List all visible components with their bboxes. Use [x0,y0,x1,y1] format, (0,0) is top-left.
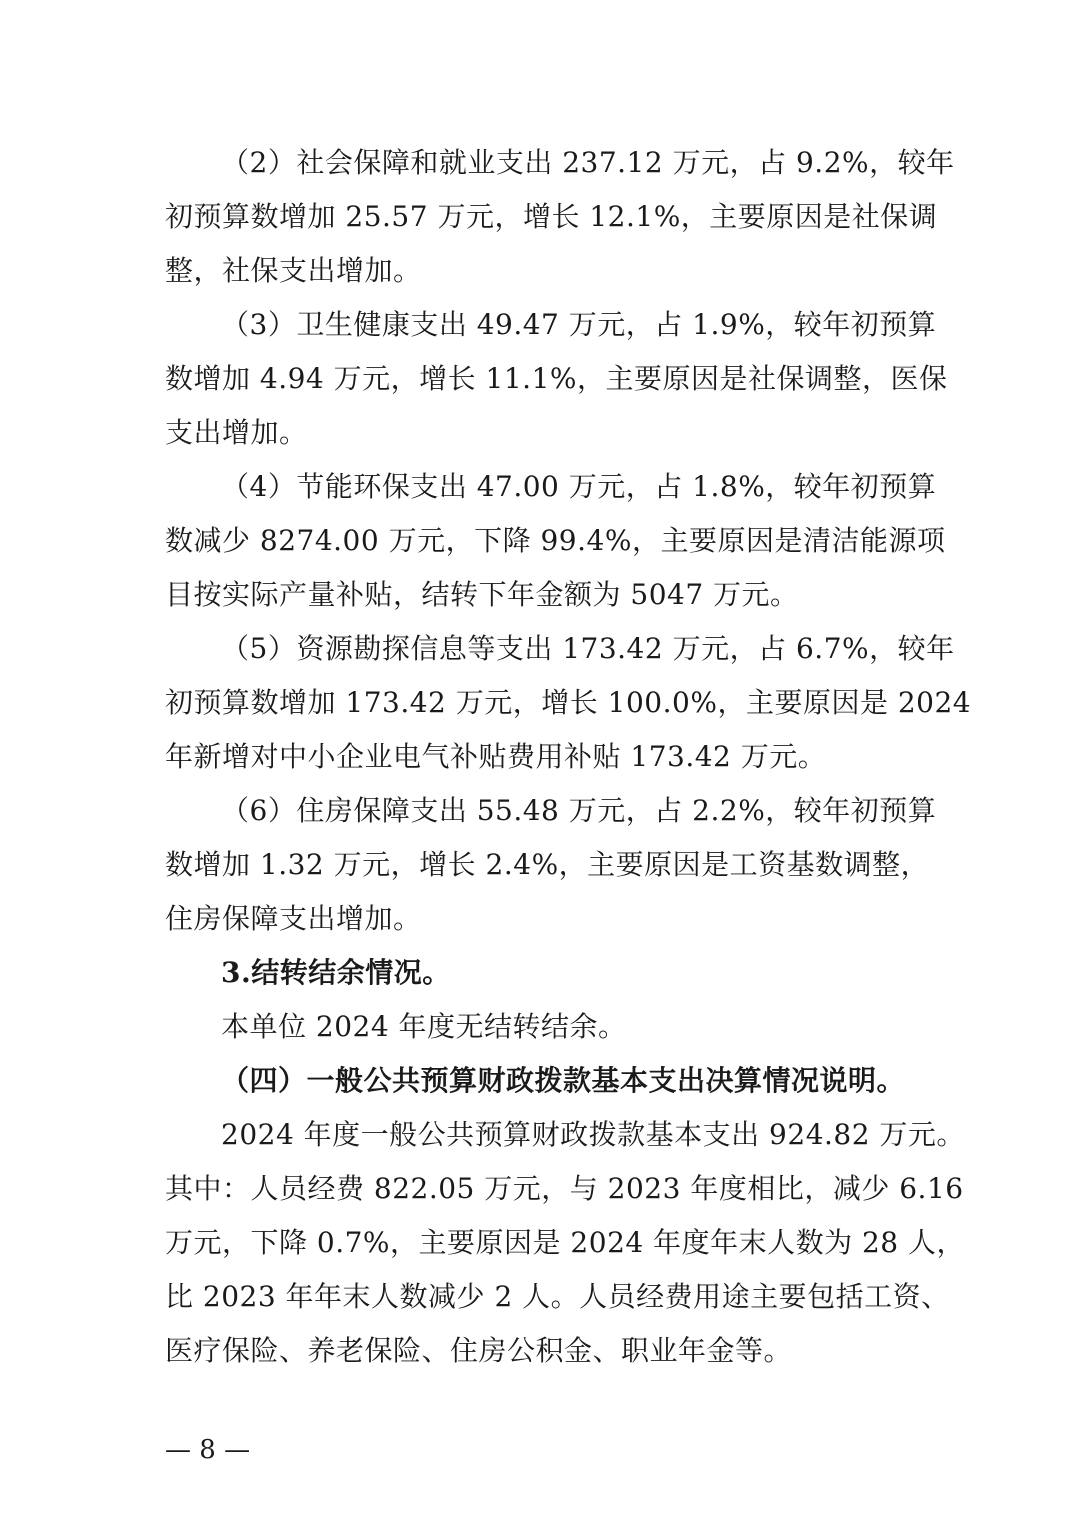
paragraph-line: 数减少 8274.00 万元，下降 99.4%，主要原因是清洁能源项 [165,524,946,557]
paragraph-line: 其中：人员经费 822.05 万元，与 2023 年度相比，减少 6.16 [165,1172,964,1205]
document-body [165,136,972,1378]
paragraph-line: （3）卫生健康支出 49.47 万元，占 1.9%，较年初预算 [221,308,937,341]
section-heading: （四）一般公共预算财政拨款基本支出决算情况说明。 [221,1064,906,1097]
para-energy-environment [165,460,946,622]
paragraph-line: 数增加 1.32 万元，增长 2.4%，主要原因是工资基数调整， [165,848,930,881]
paragraph-line: 初预算数增加 173.42 万元，增长 100.0%，主要原因是 2024 [165,686,972,719]
para-social-security [165,136,955,298]
paragraph-line: 年新增对中小企业电气补贴费用补贴 173.42 万元。 [165,740,827,773]
para-health [165,298,948,460]
para-resource-exploration [165,622,972,784]
paragraph-line: 支出增加。 [165,416,308,449]
paragraph-line: （6）住房保障支出 55.48 万元，占 2.2%，较年初预算 [221,794,937,827]
paragraph-line: （5）资源勘探信息等支出 173.42 万元，占 6.7%，较年 [221,632,955,665]
heading-basic-expenditure [165,1054,915,1108]
paragraph-line: 2024 年度一般公共预算财政拨款基本支出 924.82 万元。 [221,1118,965,1151]
paragraph-line: 初预算数增加 25.57 万元，增长 12.1%，主要原因是社保调 [165,200,938,233]
para-housing [165,784,937,946]
heading-carryover [165,946,915,1000]
paragraph-line: 医疗保险、养老保险、住房公积金、职业年金等。 [165,1334,793,1367]
paragraph-line: 本单位 2024 年度无结转结余。 [221,1010,627,1043]
paragraph-line: 数增加 4.94 万元，增长 11.1%，主要原因是社保调整，医保 [165,362,948,395]
para-carryover [165,1000,915,1054]
paragraph-line: 整，社保支出增加。 [165,254,422,287]
paragraph-line: 目按实际产量补贴，结转下年金额为 5047 万元。 [165,578,799,611]
para-basic-expenditure [165,1108,966,1378]
section-heading: 3.结转结余情况。 [221,956,451,989]
page-number: — 8 — [165,1435,251,1465]
paragraph-line: （2）社会保障和就业支出 237.12 万元，占 9.2%，较年 [221,146,955,179]
paragraph-line: 比 2023 年年末人数减少 2 人。人员经费用途主要包括工资、 [165,1280,950,1313]
paragraph-line: （4）节能环保支出 47.00 万元，占 1.8%，较年初预算 [221,470,937,503]
paragraph-line: 万元，下降 0.7%，主要原因是 2024 年度年末人数为 28 人， [165,1226,966,1259]
paragraph-line: 住房保障支出增加。 [165,902,422,935]
